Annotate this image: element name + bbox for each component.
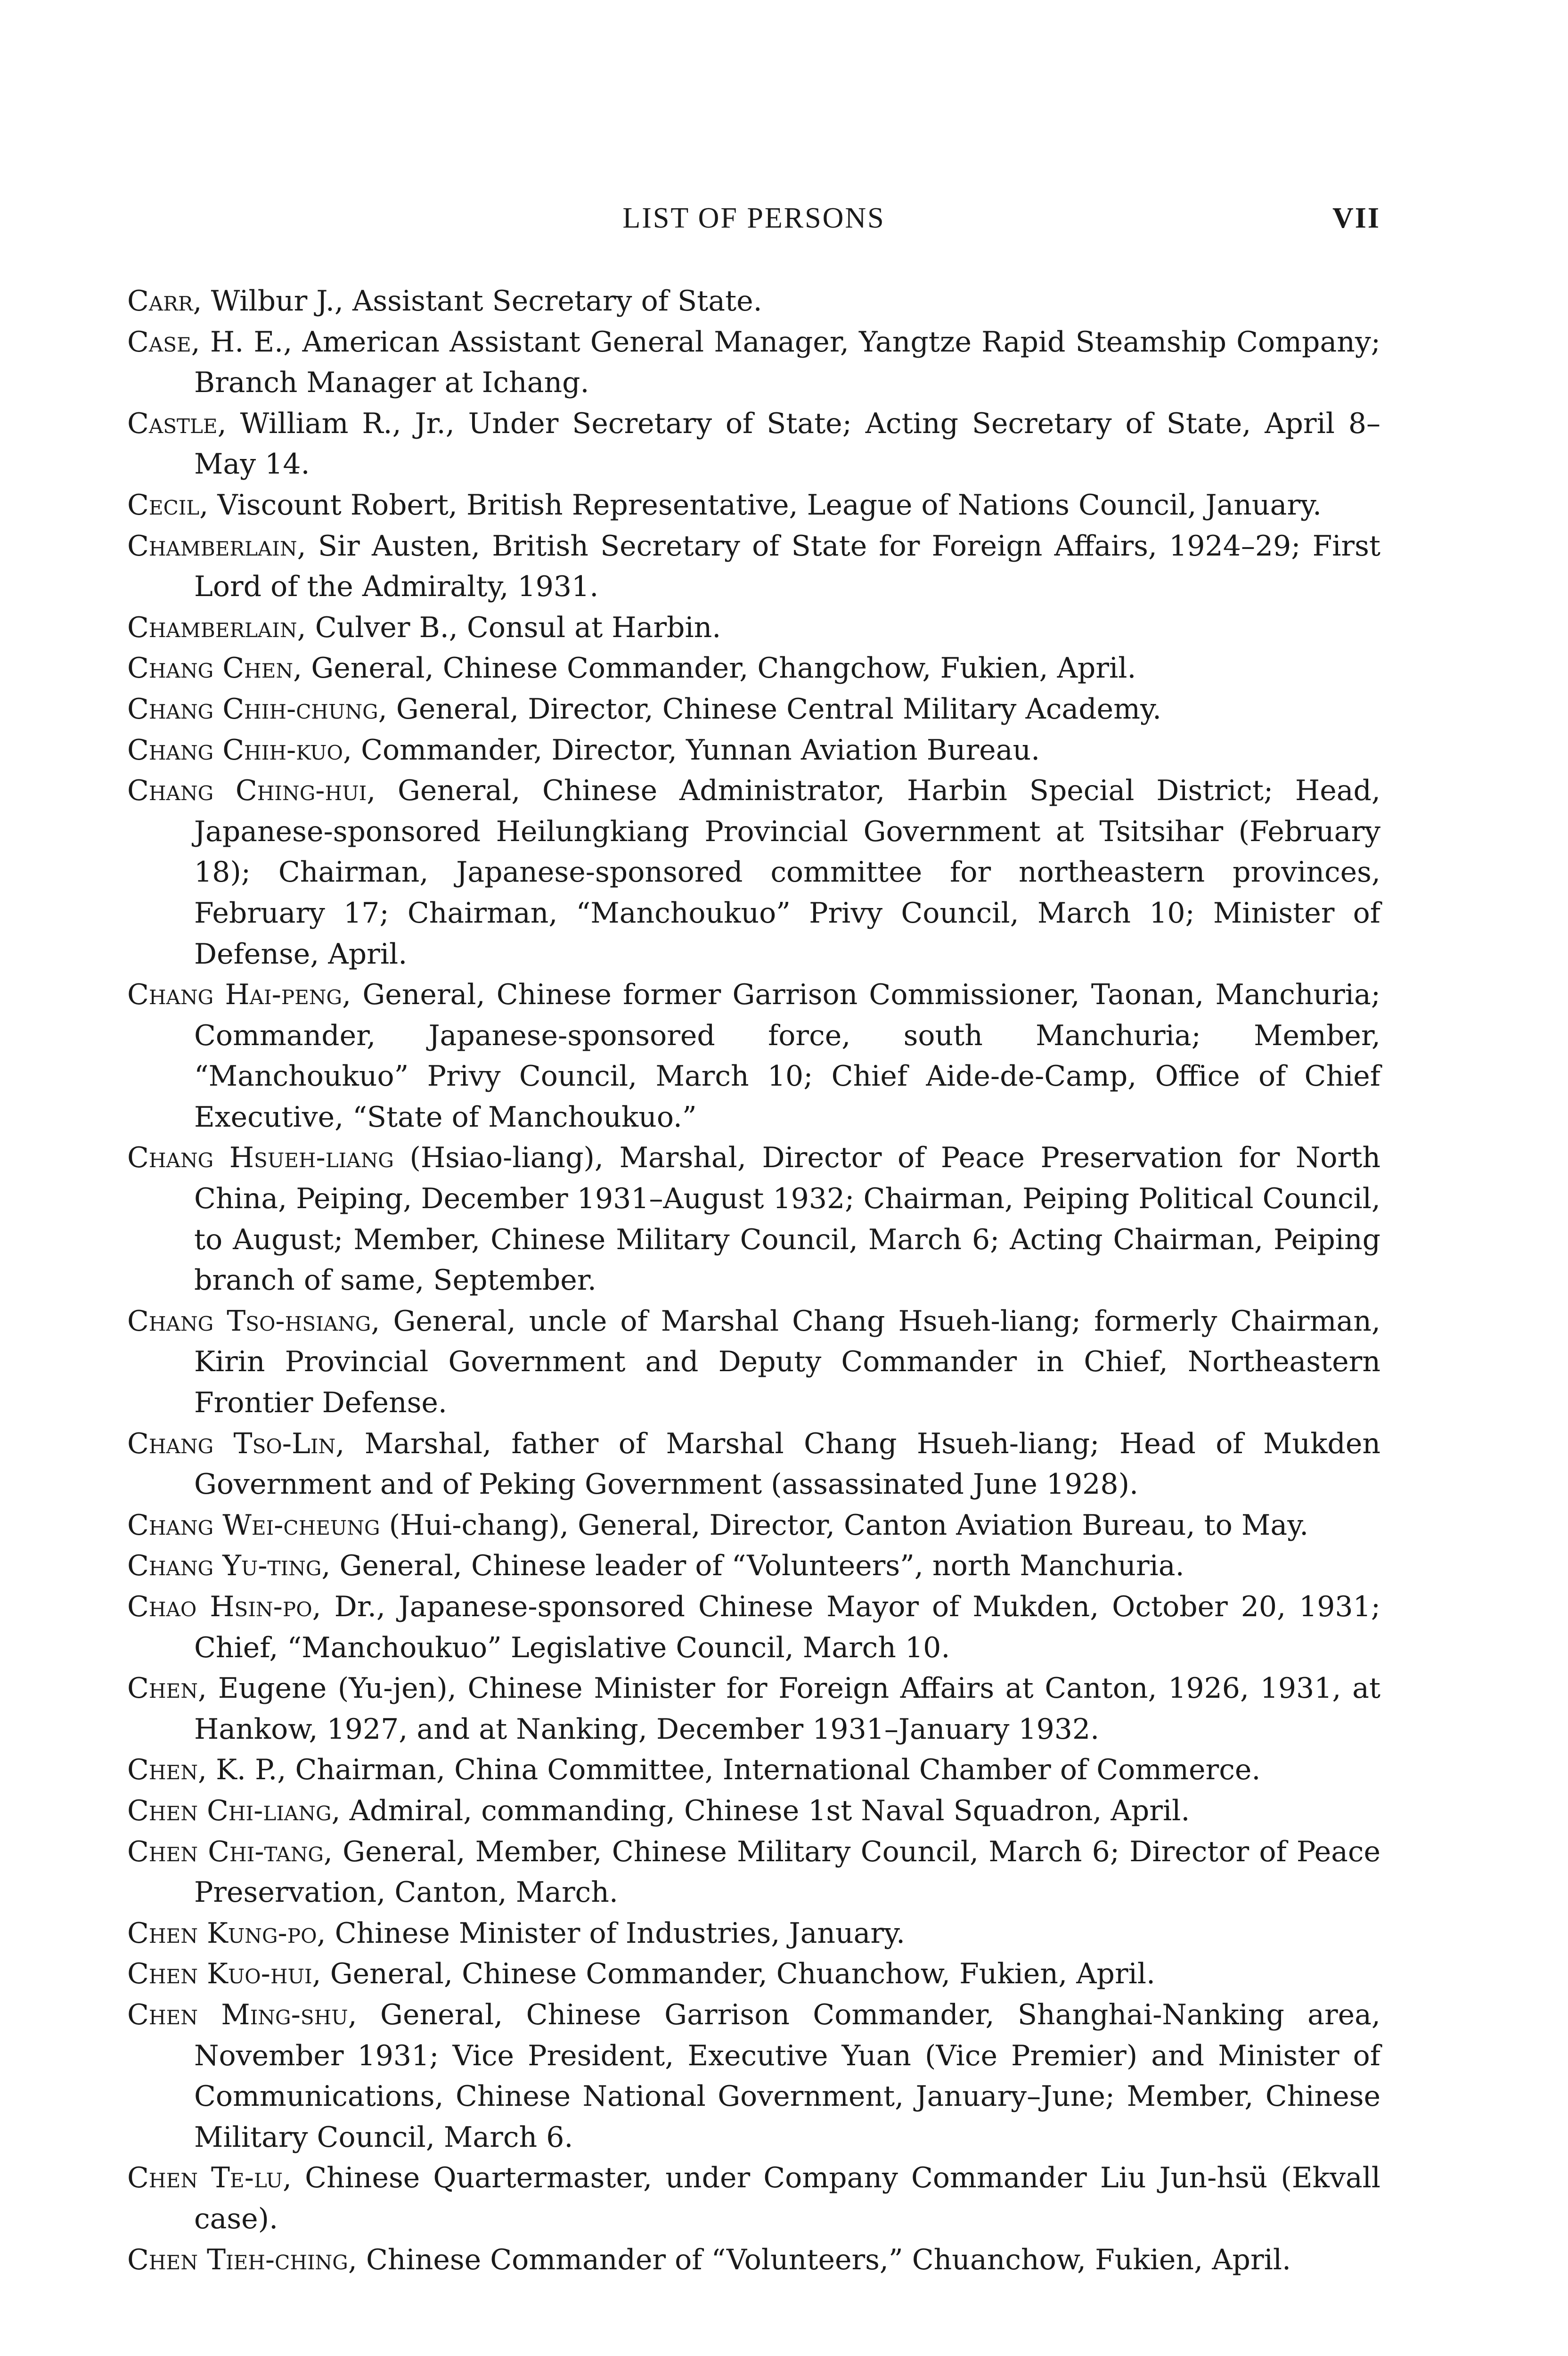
page-title: LIST OF PERSONS bbox=[622, 202, 885, 234]
running-head bbox=[127, 202, 1380, 239]
entry-description: General, Chinese leader of “Volunteers”, north Manchuria. bbox=[330, 1549, 1184, 1583]
list-item bbox=[127, 648, 1380, 689]
entry-name: Chao Hsin-po, bbox=[127, 1590, 321, 1623]
entry-name: Chamberlain, bbox=[127, 529, 306, 563]
entry-description: General, Chinese Commander, Changchow, Fukien, April. bbox=[302, 652, 1136, 685]
entry-description: Dr., Japanese-sponsored Chinese Mayor of Mukden, October 20, 1931; Chief, “Manchoukuo” Legislative Council, March 10. bbox=[194, 1590, 1380, 1664]
list-item bbox=[127, 974, 1380, 1137]
list-item bbox=[127, 689, 1380, 730]
entry-description: General, Director, Chinese Central Military Academy. bbox=[387, 692, 1162, 726]
list-item bbox=[127, 1832, 1380, 1913]
page-number: VII bbox=[1332, 202, 1380, 234]
entry-description: (Hsiao-liang), Marshal, Director of Peace Preservation for North China, Peiping, December 1931–August 1932; Chairman, Peiping Political Council, to August; Member, Chinese Military Council, March 6; Acting Chairman, Peiping branch of same, September. bbox=[194, 1141, 1380, 1297]
entry-name: Chang Chih-kuo, bbox=[127, 733, 352, 767]
list-item bbox=[127, 1505, 1380, 1546]
entry-description: Sir Austen, British Secretary of State for Foreign Affairs, 1924–29; First Lord of the Admiralty, 1931. bbox=[194, 529, 1380, 604]
entry-description: General, Chinese Commander, Chuanchow, Fukien, April. bbox=[321, 1957, 1156, 1991]
entry-name: Chang Tso-Lin, bbox=[127, 1427, 345, 1460]
list-item bbox=[127, 1301, 1380, 1423]
entry-name: Chang Yu-ting, bbox=[127, 1549, 331, 1583]
entry-description: General, Chinese Garrison Commander, Shanghai-Nanking area, November 1931; Vice President, Executive Yuan (Vice Premier) and Minister of Communications, Chinese National Government, January–June; Member, Chinese Military Council, March 6. bbox=[194, 1998, 1380, 2154]
entry-description: General, Member, Chinese Military Council, March 6; Director of Peace Preservation, Canton, March. bbox=[194, 1835, 1380, 1909]
list-item bbox=[127, 1954, 1380, 1995]
entry-description: Marshal, father of Marshal Chang Hsueh-liang; Head of Mukden Government and of Peking Government (assassinated June 1928). bbox=[194, 1427, 1380, 1501]
list-item bbox=[127, 1587, 1380, 1668]
entry-description: William R., Jr., Under Secretary of State; Acting Secretary of State, April 8–May 14. bbox=[194, 407, 1380, 481]
list-item bbox=[127, 1137, 1380, 1301]
list-item bbox=[127, 485, 1380, 526]
entry-description: K. P., Chairman, China Committee, International Chamber of Commerce. bbox=[207, 1753, 1261, 1787]
list-item bbox=[127, 1791, 1380, 1832]
list-item bbox=[127, 281, 1380, 322]
entry-description: General, Chinese Administrator, Harbin Special District; Head, Japanese-sponsored Heilungkiang Provincial Government at Tsitsihar (February 18); Chairman, Japanese-sponsored committee for northeastern provinces, February 17; Chairman, “Manchoukuo” Privy Council, March 10; Minister of Defense, April. bbox=[194, 774, 1380, 971]
entry-name: Chen Tieh-ching, bbox=[127, 2243, 357, 2276]
entry-description: General, Chinese former Garrison Commissioner, Taonan, Manchuria; Commander, Japanese-sponsored force, south Manchuria; Member, “Manchoukuo” Privy Council, March 10; Chief Aide-de-Camp, Office of Chief Executive, “State of Manchoukuo.” bbox=[194, 978, 1380, 1134]
entry-name: Chamberlain, bbox=[127, 611, 306, 644]
list-item bbox=[127, 1913, 1380, 1954]
entry-description: (Hui-chang), General, Director, Canton Aviation Bureau, to May. bbox=[380, 1508, 1309, 1542]
list-item bbox=[127, 770, 1380, 974]
entry-name: Chen Ming-shu, bbox=[127, 1998, 357, 2031]
entry-description: Viscount Robert, British Representative, League of Nations Council, January. bbox=[208, 488, 1322, 522]
entry-name: Chen Chi-tang, bbox=[127, 1835, 333, 1868]
entry-name: Chen, bbox=[127, 1672, 207, 1705]
entry-description: General, uncle of Marshal Chang Hsueh-liang; formerly Chairman, Kirin Provincial Government and Deputy Commander in Chief, Northeastern Frontier Defense. bbox=[194, 1304, 1380, 1420]
list-item bbox=[127, 526, 1380, 607]
entry-name: Chen Kung-po, bbox=[127, 1916, 326, 1950]
entry-name: Chang Wei-cheung bbox=[127, 1508, 380, 1542]
entry-description: Wilbur J., Assistant Secretary of State. bbox=[202, 285, 762, 318]
entry-name: Chang Chih-chung, bbox=[127, 692, 387, 726]
entry-description: Eugene (Yu-jen), Chinese Minister for Foreign Affairs at Canton, 1926, 1931, at Hankow, 1927, and at Nanking, December 1931–January 1932. bbox=[194, 1672, 1380, 1746]
persons-list bbox=[127, 281, 1380, 2280]
list-item bbox=[127, 1546, 1380, 1587]
list-item bbox=[127, 403, 1380, 485]
entry-description: Commander, Director, Yunnan Aviation Bureau. bbox=[352, 733, 1040, 767]
entry-name: Chen, bbox=[127, 1753, 207, 1787]
entry-name: Chang Hai-peng, bbox=[127, 978, 351, 1012]
list-item bbox=[127, 1668, 1380, 1750]
entry-name: Chen Kuo-hui, bbox=[127, 1957, 321, 1991]
list-item bbox=[127, 322, 1380, 403]
entry-name: Chen Te-lu, bbox=[127, 2161, 292, 2195]
entry-name: Chang Ching-hui, bbox=[127, 774, 376, 808]
list-item bbox=[127, 2158, 1380, 2239]
entry-name: Case, bbox=[127, 325, 200, 359]
entry-description: Chinese Commander of “Volunteers,” Chuanchow, Fukien, April. bbox=[357, 2243, 1291, 2276]
list-item bbox=[127, 607, 1380, 648]
entry-name: Chang Chen, bbox=[127, 652, 302, 685]
list-item bbox=[127, 1750, 1380, 1791]
list-item bbox=[127, 1995, 1380, 2158]
entry-name: Carr, bbox=[127, 285, 202, 318]
entry-name: Chang Hsueh-liang bbox=[127, 1141, 394, 1175]
list-item bbox=[127, 1423, 1380, 1505]
entry-description: Chinese Quartermaster, under Company Commander Liu Jun-hsü (Ekvall case). bbox=[194, 2161, 1381, 2235]
entry-description: H. E., American Assistant General Manager, Yangtze Rapid Steamship Company; Branch Manager at Ichang. bbox=[194, 325, 1380, 400]
list-item bbox=[127, 730, 1380, 771]
entry-name: Castle, bbox=[127, 407, 227, 440]
entry-name: Chen Chi-liang, bbox=[127, 1794, 341, 1827]
entry-description: Culver B., Consul at Harbin. bbox=[306, 611, 721, 644]
entry-description: Admiral, commanding, Chinese 1st Naval Squadron, April. bbox=[340, 1794, 1190, 1827]
entry-name: Chang Tso-hsiang, bbox=[127, 1304, 380, 1338]
list-item bbox=[127, 2240, 1380, 2281]
entry-name: Cecil, bbox=[127, 488, 209, 522]
entry-description: Chinese Minister of Industries, January. bbox=[326, 1916, 906, 1950]
